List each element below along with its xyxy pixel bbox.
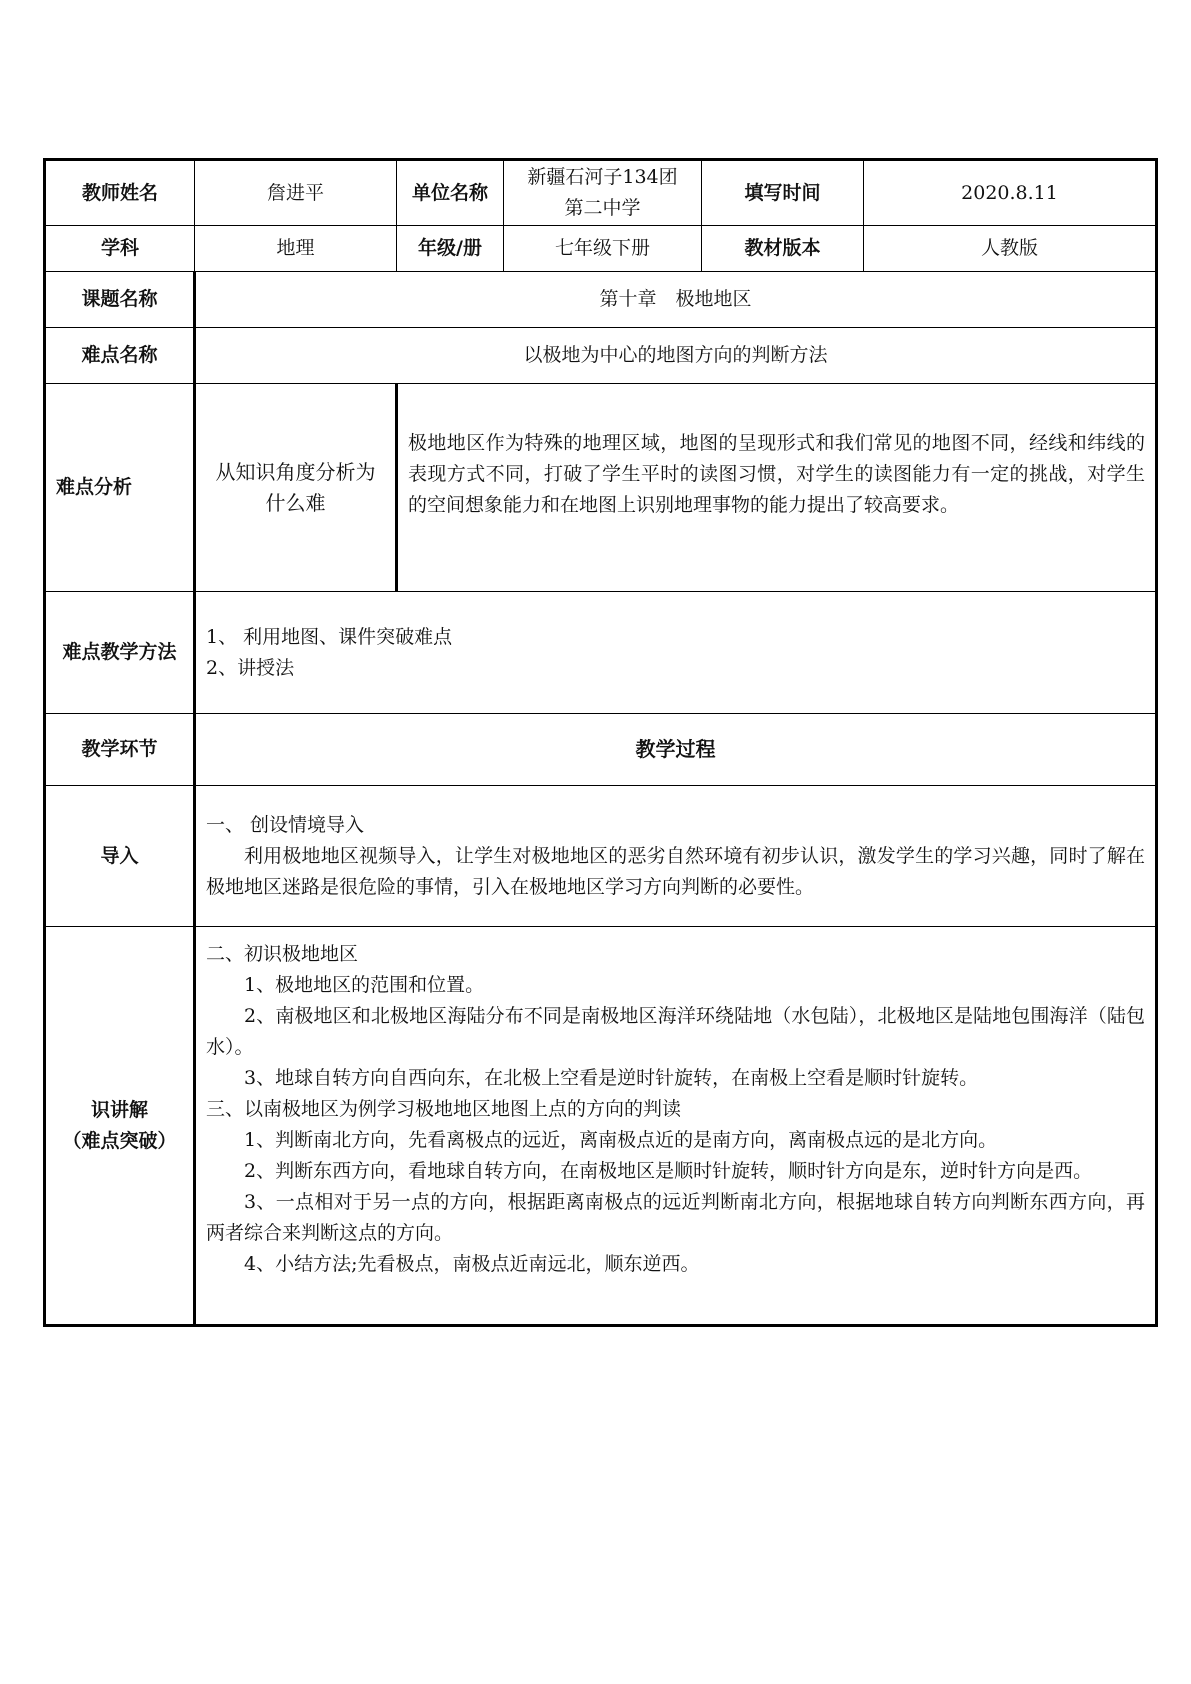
difficulty-row [45, 328, 1157, 384]
lesson-table [43, 158, 1158, 1327]
lesson-form [43, 158, 1155, 1327]
process-stage-label: 教学环节 [45, 714, 195, 786]
topic-row [45, 272, 1157, 328]
edition-label: 教材版本 [702, 226, 864, 272]
topic-label: 课题名称 [45, 272, 195, 328]
date-label: 填写时间 [702, 160, 864, 226]
lecture-line-1: 二、初识极地地区 [206, 943, 359, 965]
unit-value-line1: 新疆石河子134团 [527, 166, 678, 188]
lecture-line-3: 2、南极地区和北极地区海陆分布不同是南极地区海洋环绕陆地（水包陆），北极地区是陆地包围海洋（陆包水）。 [206, 1005, 1145, 1058]
lecture-line-9: 4、小结方法;先看极点，南极点近南远北，顺东逆西。 [244, 1253, 700, 1275]
date-value: 2020.8.11 [864, 160, 1157, 226]
subject-value: 地理 [195, 226, 397, 272]
lecture-label-line1: 识讲解 [90, 1098, 148, 1121]
lecture-line-5: 三、以南极地区为例学习极地地区地图上点的方向的判读 [206, 1098, 682, 1120]
lecture-line-7: 2、判断东西方向，看地球自转方向，在南极地区是顺时针旋转，顺时针方向是东，逆时针方向是西。 [244, 1160, 1093, 1182]
topic-value: 第十章 极地地区 [195, 272, 1157, 328]
intro-heading: 一、 创设情境导入 [206, 813, 365, 836]
method-row [45, 592, 1157, 714]
intro-content [195, 786, 1157, 927]
method-label: 难点教学方法 [45, 592, 195, 714]
lecture-line-6: 1、判断南北方向，先看离极点的远近，离南极点近的是南方向，离南极点远的是北方向。 [244, 1129, 998, 1151]
difficulty-label: 难点名称 [45, 328, 195, 384]
subject-label: 学科 [45, 226, 195, 272]
analysis-text: 极地地区作为特殊的地理区域，地图的呈现形式和我们常见的地图不同，经线和纬线的表现方式不同，打破了学生平时的读图习惯，对学生的读图能力有一定的挑战，对学生的空间想象能力和在地图上识别地理事物的能力提出了较高要求。 [397, 384, 1157, 592]
lecture-content [195, 927, 1157, 1326]
lecture-row [45, 927, 1157, 1326]
lecture-line-4: 3、地球自转方向自西向东，在北极上空看是逆时针旋转，在南极上空看是顺时针旋转。 [244, 1067, 979, 1089]
method-item-1: 1、 利用地图、课件突破难点 [206, 625, 453, 648]
analysis-label: 难点分析 [45, 384, 195, 592]
analysis-sublabel [195, 384, 397, 592]
teacher-label: 教师姓名 [45, 160, 195, 226]
edition-value: 人教版 [864, 226, 1157, 272]
method-content [195, 592, 1157, 714]
intro-text: 利用极地地区视频导入，让学生对极地地区的恶劣自然环境有初步认识，激发学生的学习兴趣，同时了解在极地地区迷路是很危险的事情，引入在极地地区学习方向判断的必要性。 [206, 844, 1145, 898]
difficulty-value: 以极地为中心的地图方向的判断方法 [195, 328, 1157, 384]
lecture-label-line2: （难点突破） [62, 1129, 177, 1152]
process-title: 教学过程 [195, 714, 1157, 786]
intro-row [45, 786, 1157, 927]
unit-value [504, 160, 702, 226]
analysis-sublabel-line1: 从知识角度分析为 [215, 459, 376, 484]
analysis-sublabel-line2: 什么难 [265, 490, 326, 515]
grade-value: 七年级下册 [504, 226, 702, 272]
teacher-value: 詹进平 [195, 160, 397, 226]
unit-value-line2: 第二中学 [564, 197, 641, 219]
method-item-2: 2、讲授法 [206, 656, 295, 679]
header-row-2 [45, 226, 1157, 272]
unit-label: 单位名称 [397, 160, 504, 226]
analysis-row [45, 384, 1157, 592]
grade-label: 年级/册 [397, 226, 504, 272]
lecture-line-8: 3、一点相对于另一点的方向，根据距离南极点的远近判断南北方向，根据地球自转方向判断东西方向，再两者综合来判断这点的方向。 [206, 1191, 1145, 1244]
process-header-row [45, 714, 1157, 786]
header-row-1 [45, 160, 1157, 226]
lecture-line-2: 1、极地地区的范围和位置。 [244, 974, 485, 996]
lecture-label [45, 927, 195, 1326]
intro-label: 导入 [45, 786, 195, 927]
